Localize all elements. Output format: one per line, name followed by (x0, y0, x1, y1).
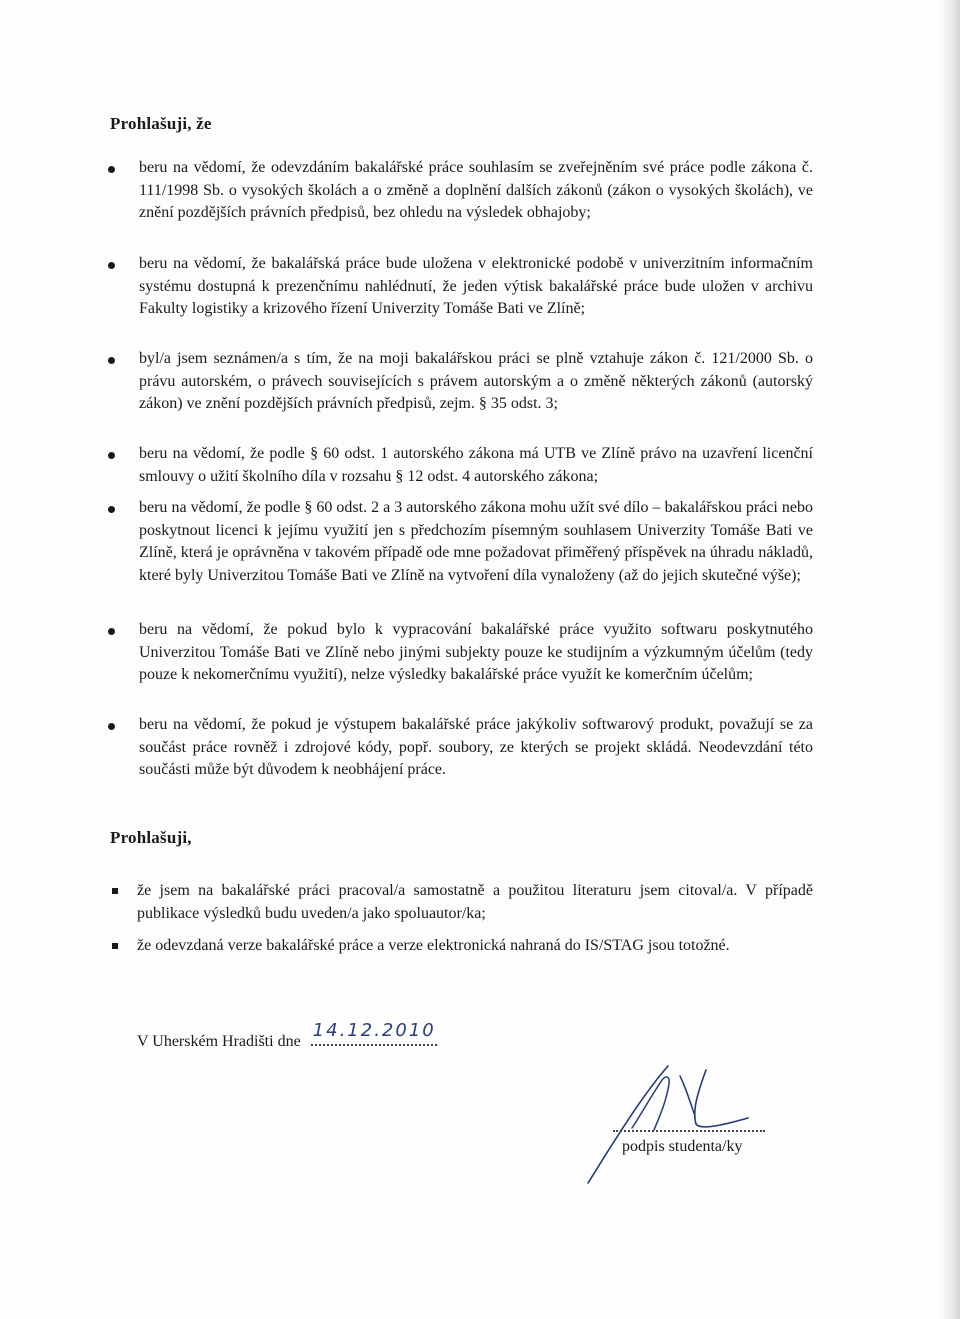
bullet-icon (108, 166, 115, 173)
declaration-heading-1: Prohlašuji, že (110, 114, 212, 133)
bullet-icon (108, 628, 115, 635)
list-item-text: že jsem na bakalářské práci pracoval/a samostatně a použitou literaturu jsem citoval/a. V případě publikace výsledků budu uveden/a jako spoluautor/ka; (137, 882, 813, 922)
bullet-icon (108, 357, 115, 364)
handwritten-date: 14.12.2010 (312, 1020, 436, 1041)
list-item-text: beru na vědomí, že pokud bylo k vypracování bakalářské práce využito softwaru poskytnutého Univerzitou Tomáše Bati ve Zlíně nebo jinými subjekty pouze ke studijním a výzkumným účelům (tedy pouze k nekomerčnímu využití), nelze výsledky bakalářské práce využít ke komerčním účelům; (139, 621, 813, 683)
signature-field (613, 1120, 765, 1132)
bullet-icon (108, 262, 115, 269)
list-item-text: že odevzdaná verze bakalářské práce a verze elektronická nahraná do IS/STAG jsou totožné. (137, 937, 730, 954)
list-item-text: beru na vědomí, že odevzdáním bakalářské práce souhlasím se zveřejněním své práce podle zákona č. 111/1998 Sb. o vysokých školách a o změně a doplnění dalších zákonů (zákon o vysokých školách), ve znění pozdějších právních předpisů, bez ohledu na výsledek obhajoby; (139, 159, 813, 221)
list-item-text: beru na vědomí, že bakalářská práce bude uložena v elektronické podobě v univerzitním informačním systému dostupná k prezenčnímu nahlédnutí, že jeden výtisk bakalářské práce bude uložen v archivu Fakulty logistiky a krizového řízení Univerzity Tomáše Bati ve Zlíně; (139, 255, 813, 317)
list-item-text: beru na vědomí, že podle § 60 odst. 2 a 3 autorského zákona mohu užít své dílo – bakalářskou práci nebo poskytnout licenci k jejímu využití jen s předchozím písemným souhlasem Univerzity Tomáše Bati ve Zlíně, která je oprávněna v takovém případě ode mne požadovat přiměřený příspěvek na úhradu nákladů, které byly Univerzitou Tomáše Bati ve Zlíně na vytvoření díla vynaloženy (až do jejich skutečné výše); (139, 499, 813, 584)
square-bullet-icon (112, 888, 118, 894)
square-bullet-icon (112, 943, 118, 949)
scan-edge-shadow (938, 0, 960, 1319)
declaration-heading-2: Prohlašuji, (110, 828, 192, 847)
date-field (311, 1020, 437, 1046)
list-item-text: beru na vědomí, že podle § 60 odst. 1 autorského zákona má UTB ve Zlíně právo na uzavření licenční smlouvy o užití školního díla v rozsahu § 12 odst. 4 autorského zákona; (139, 445, 813, 485)
signature-caption: podpis studenta/ky (622, 1138, 743, 1155)
list-item-text: byl/a jsem seznámen/a s tím, že na moji bakalářskou práci se plně vztahuje zákon č. 121/2000 Sb. o právu autorském, o právech souvisejících s právem autorským a o změně některých zákonů (autorský zákon) ve znění pozdějších právních předpisů, zejm. § 35 odst. 3; (139, 350, 813, 412)
bullet-icon (108, 452, 115, 459)
place-date-line (137, 1020, 437, 1051)
place-label: V Uherském Hradišti dne (137, 1033, 301, 1050)
bullet-icon (108, 506, 115, 513)
bullet-icon (108, 723, 115, 730)
list-item-text: beru na vědomí, že pokud je výstupem bakalářské práce jakýkoliv softwarový produkt, považují se za součást práce rovněž i zdrojové kódy, popř. soubory, ze kterých se projekt skládá. Neodevzdání této součásti může být důvodem k neobhájení práce. (139, 716, 813, 778)
